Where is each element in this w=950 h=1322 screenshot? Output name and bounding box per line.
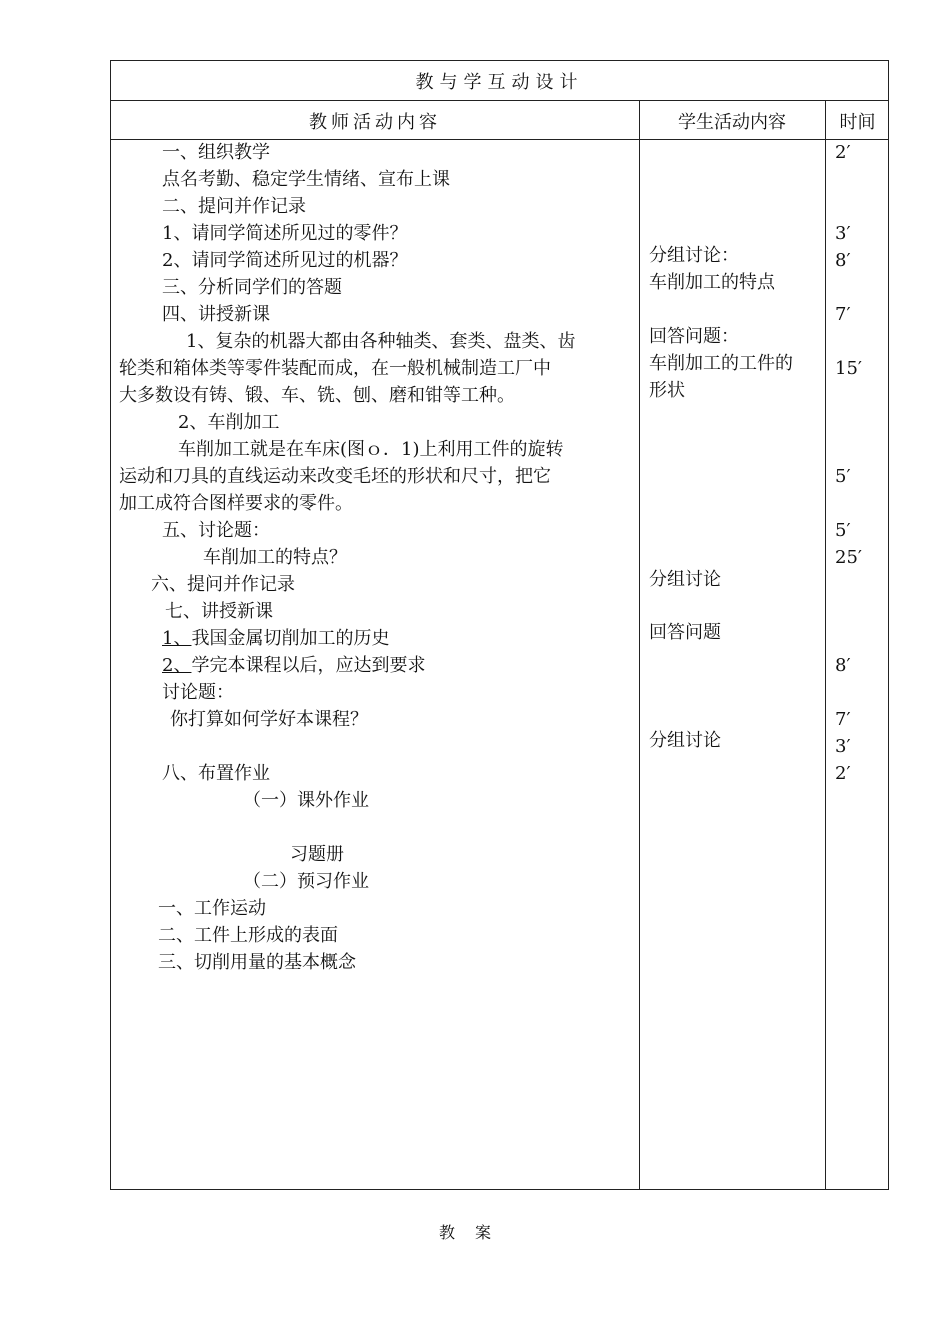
teacher-line: （二）预习作业 (243, 871, 369, 892)
time-value: 5′ (835, 520, 851, 541)
time-header: 时间 (839, 111, 876, 133)
student-activity-header: 学生活动内容 (678, 111, 786, 133)
time-value: 7′ (835, 709, 851, 730)
teacher-line: 习题册 (290, 844, 344, 865)
teacher-line: 2、车削加工 (178, 412, 280, 433)
time-value: 2′ (835, 142, 851, 163)
teacher-line: 二、工件上形成的表面 (158, 925, 338, 946)
teacher-line: 大多数设有铸、锻、车、铣、刨、磨和钳等工种。 (119, 385, 515, 406)
teacher-line: 你打算如何学好本课程？ (170, 709, 368, 730)
teacher-line: 二、提问并作记录 (162, 196, 306, 217)
teacher-line: 2、请同学简述所见过的机器？ (162, 250, 408, 271)
page-footer: 教案 (438, 1223, 511, 1242)
teacher-line-item-1 (162, 626, 389, 652)
teacher-activity-header: 教师活动内容 (309, 111, 441, 133)
teacher-line: 1、请同学简述所见过的零件？ (162, 223, 408, 244)
time-value: 15′ (835, 358, 862, 379)
teacher-line: 运动和刀具的直线运动来改变毛坯的形状和尺寸，把它 (119, 466, 551, 487)
student-line: 分组讨论： (649, 245, 739, 266)
teacher-line: 一、工作运动 (158, 898, 266, 919)
item-text: 学完本课程以后，应达到要求 (191, 655, 426, 676)
column-divider (639, 101, 640, 1189)
teacher-line: 六、提问并作记录 (151, 574, 295, 595)
item-number: 2、 (162, 655, 192, 676)
teacher-line: 车削加工就是在车床(图ｏ．1)上利用工件的旋转 (178, 439, 564, 460)
teacher-line: 五、讨论题： (162, 520, 270, 541)
time-value: 2′ (835, 763, 851, 784)
teacher-line: 三、切削用量的基本概念 (158, 952, 356, 973)
column-divider (825, 101, 826, 1189)
time-value: 3′ (835, 223, 851, 244)
time-value: 7′ (835, 304, 851, 325)
teacher-line: 加工成符合图样要求的零件。 (119, 493, 353, 514)
teacher-line: 讨论题： (162, 682, 234, 703)
item-number: 1、 (162, 628, 192, 649)
teacher-line: 轮类和箱体类等零件装配而成，在一般机械制造工厂中 (119, 358, 551, 379)
time-value: 3′ (835, 736, 851, 757)
table-title: 教与学互动设计 (111, 61, 888, 101)
teacher-line: 车削加工的特点？ (203, 547, 347, 568)
student-line: 形状 (649, 380, 685, 401)
teacher-line: （一）课外作业 (243, 790, 369, 811)
teacher-line-item-2 (162, 653, 425, 679)
time-value: 8′ (835, 655, 851, 676)
teacher-line: 点名考勤、稳定学生情绪、宣布上课 (162, 169, 450, 190)
teacher-line: 一、组织教学 (162, 142, 270, 163)
teacher-line: 八、布置作业 (162, 763, 270, 784)
student-line: 车削加工的工件的 (649, 353, 793, 374)
time-value: 5′ (835, 466, 851, 487)
teacher-line: 1、复杂的机器大都由各种轴类、套类、盘类、齿 (186, 331, 576, 352)
student-line: 回答问题 (649, 622, 721, 643)
teacher-line: 七、讲授新课 (165, 601, 273, 622)
student-line: 车削加工的特点 (649, 272, 775, 293)
teacher-line: 四、讲授新课 (162, 304, 270, 325)
student-line: 分组讨论 (649, 730, 721, 751)
student-line: 回答问题： (649, 326, 739, 347)
student-line: 分组讨论 (649, 569, 721, 590)
time-value: 8′ (835, 250, 851, 271)
teacher-line: 三、分析同学们的答题 (162, 277, 342, 298)
item-text: 我国金属切削加工的历史 (191, 628, 390, 649)
time-value: 25′ (835, 547, 862, 568)
header-row (111, 101, 888, 140)
